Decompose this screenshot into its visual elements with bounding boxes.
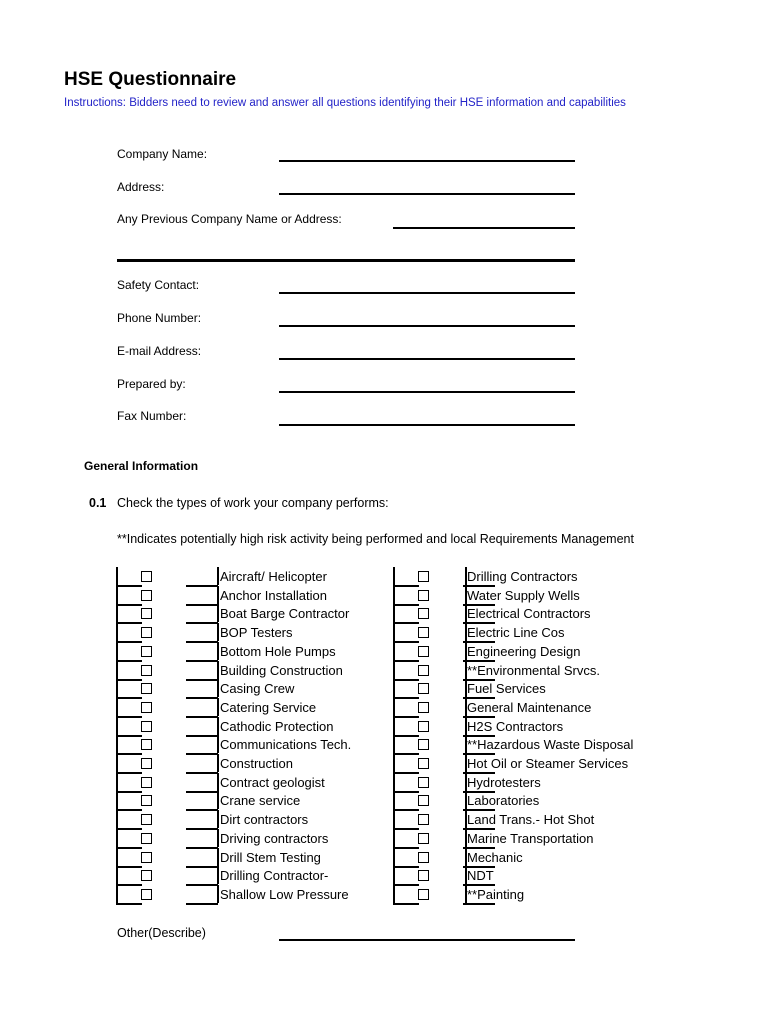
work-left-yes-cell[interactable]	[116, 604, 142, 624]
work-left-yes-cell[interactable]	[116, 829, 142, 849]
work-left-checkbox[interactable]	[141, 683, 152, 694]
work-left-label: Crane service	[220, 793, 301, 809]
work-right-label: Engineering Design	[467, 643, 581, 659]
work-left-checkbox[interactable]	[141, 777, 152, 788]
question-text: Check the types of work your company performs:	[117, 496, 389, 510]
work-left-checkbox[interactable]	[141, 739, 152, 750]
work-right-checkbox[interactable]	[418, 833, 429, 844]
work-right-yes-cell[interactable]	[393, 848, 419, 868]
work-right-label: Electric Line Cos	[467, 625, 565, 641]
work-right-checkbox[interactable]	[418, 646, 429, 657]
work-left-yes-cell[interactable]	[116, 567, 142, 587]
email-field[interactable]	[279, 358, 575, 360]
work-right-checkbox[interactable]	[418, 665, 429, 676]
work-right-yes-cell[interactable]	[393, 604, 419, 624]
question-number: 0.1	[89, 496, 107, 510]
work-left-label: Construction	[220, 756, 293, 771]
work-right-checkbox[interactable]	[418, 683, 429, 694]
work-right-checkbox[interactable]	[418, 795, 429, 806]
work-left-divider	[217, 791, 219, 809]
work-left-checkbox[interactable]	[141, 608, 152, 619]
work-left-label: Building Construction	[220, 662, 343, 678]
previous-address-field[interactable]	[117, 259, 575, 262]
phone-label: Phone Number:	[117, 311, 202, 325]
work-left-no-cell[interactable]	[186, 754, 218, 774]
work-right-yes-cell[interactable]	[393, 791, 419, 811]
work-left-yes-cell[interactable]	[116, 717, 142, 737]
other-field[interactable]	[279, 939, 575, 941]
previous-name-field[interactable]	[393, 227, 575, 229]
work-left-no-cell[interactable]	[186, 661, 218, 681]
work-right-label: **Hazardous Waste Disposal	[467, 737, 634, 753]
work-right-label: Drilling Contractors	[467, 569, 578, 584]
work-right-label: Fuel Services	[467, 681, 546, 697]
work-right-yes-cell[interactable]	[393, 866, 419, 886]
work-left-yes-cell[interactable]	[116, 866, 142, 886]
work-left-yes-cell[interactable]	[116, 661, 142, 681]
fax-field[interactable]	[279, 424, 575, 426]
work-left-label: Drill Stem Testing	[220, 849, 321, 865]
work-right-checkbox[interactable]	[418, 702, 429, 713]
work-left-yes-cell[interactable]	[116, 735, 142, 755]
work-left-yes-cell[interactable]	[116, 848, 142, 868]
work-left-yes-cell[interactable]	[116, 642, 142, 662]
work-left-divider	[217, 773, 219, 791]
work-left-checkbox[interactable]	[141, 571, 152, 582]
work-right-label: Mechanic	[467, 849, 523, 865]
work-left-divider	[217, 642, 219, 660]
work-left-no-cell[interactable]	[186, 586, 218, 606]
work-left-divider	[217, 717, 219, 735]
work-left-label: Cathodic Protection	[220, 718, 334, 734]
work-right-checkbox[interactable]	[418, 758, 429, 769]
work-left-no-cell[interactable]	[186, 698, 218, 718]
work-left-yes-cell[interactable]	[116, 885, 142, 905]
work-left-no-cell[interactable]	[186, 791, 218, 811]
work-right-label: Marine Transportation	[467, 830, 594, 846]
work-right-checkbox[interactable]	[418, 870, 429, 881]
work-right-checkbox[interactable]	[418, 814, 429, 825]
work-left-label: Bottom Hole Pumps	[220, 643, 336, 659]
company-name-label: Company Name:	[117, 147, 208, 161]
work-right-yes-cell[interactable]	[393, 717, 419, 737]
prepared-by-label: Prepared by:	[117, 377, 186, 391]
work-right-label: Hydrotesters	[467, 774, 541, 790]
work-right-yes-cell[interactable]	[393, 642, 419, 662]
work-right-yes-cell[interactable]	[393, 567, 419, 587]
work-right-checkbox[interactable]	[418, 739, 429, 750]
work-right-yes-cell[interactable]	[393, 829, 419, 849]
work-left-divider	[217, 735, 219, 753]
work-right-yes-cell[interactable]	[393, 810, 419, 830]
work-left-divider	[217, 586, 219, 604]
work-left-no-cell[interactable]	[186, 829, 218, 849]
page-title: HSE Questionnaire	[64, 69, 237, 90]
work-left-divider	[217, 848, 219, 866]
work-right-label: Water Supply Wells	[467, 587, 580, 603]
other-label: Other(Describe)	[117, 926, 206, 940]
work-left-label: Drilling Contractor-	[220, 868, 329, 884]
work-left-no-cell[interactable]	[186, 735, 218, 755]
work-right-yes-cell[interactable]	[393, 586, 419, 606]
work-left-divider	[217, 604, 219, 622]
section-heading: General Information	[84, 459, 199, 473]
instructions-text: Instructions: Bidders need to review and answer all questions identifying their HSE information and capabilities	[64, 97, 626, 109]
work-right-checkbox[interactable]	[418, 852, 429, 863]
work-left-no-cell[interactable]	[186, 866, 218, 886]
previous-name-label: Any Previous Company Name or Address:	[117, 212, 342, 226]
work-left-label: Contract geologist	[220, 774, 325, 790]
work-left-divider	[217, 866, 219, 884]
work-left-label: Driving contractors	[220, 830, 329, 846]
work-right-yes-cell[interactable]	[393, 661, 419, 681]
work-right-label: Electrical Contractors	[467, 606, 591, 622]
prepared-by-field[interactable]	[279, 391, 575, 393]
work-left-label: Aircraft/ Helicopter	[220, 569, 327, 584]
work-right-checkbox[interactable]	[418, 627, 429, 638]
work-left-label: Boat Barge Contractor	[220, 606, 350, 622]
work-right-checkbox[interactable]	[418, 721, 429, 732]
work-right-yes-cell[interactable]	[393, 679, 419, 699]
work-left-label: Catering Service	[220, 699, 317, 715]
work-left-yes-cell[interactable]	[116, 586, 142, 606]
work-right-checkbox[interactable]	[418, 889, 429, 900]
work-left-yes-cell[interactable]	[116, 698, 142, 718]
work-right-yes-cell[interactable]	[393, 735, 419, 755]
work-left-yes-cell[interactable]	[116, 773, 142, 793]
work-left-checkbox[interactable]	[141, 627, 152, 638]
work-left-yes-cell[interactable]	[116, 791, 142, 811]
work-right-label: NDT	[467, 868, 494, 884]
work-right-yes-cell[interactable]	[393, 623, 419, 643]
work-left-checkbox[interactable]	[141, 833, 152, 844]
work-left-no-cell[interactable]	[186, 717, 218, 737]
work-left-checkbox[interactable]	[141, 870, 152, 881]
fax-label: Fax Number:	[117, 409, 187, 423]
email-label: E-mail Address:	[117, 344, 202, 358]
work-right-checkbox[interactable]	[418, 777, 429, 788]
work-left-divider	[217, 754, 219, 772]
work-left-label: Casing Crew	[220, 681, 295, 697]
work-left-no-cell[interactable]	[186, 810, 218, 830]
work-left-yes-cell[interactable]	[116, 679, 142, 699]
phone-field[interactable]	[279, 325, 575, 327]
work-left-divider	[217, 810, 219, 828]
work-left-yes-cell[interactable]	[116, 810, 142, 830]
address-label: Address:	[117, 180, 165, 194]
work-left-label: Communications Tech.	[220, 737, 352, 753]
work-left-yes-cell[interactable]	[116, 623, 142, 643]
work-left-checkbox[interactable]	[141, 721, 152, 732]
work-right-yes-cell[interactable]	[393, 773, 419, 793]
work-left-checkbox[interactable]	[141, 590, 152, 601]
work-left-checkbox[interactable]	[141, 665, 152, 676]
safety-contact-label: Safety Contact:	[117, 278, 200, 292]
work-left-divider	[217, 661, 219, 679]
work-left-checkbox[interactable]	[141, 889, 152, 900]
work-right-yes-cell[interactable]	[393, 698, 419, 718]
work-left-checkbox[interactable]	[141, 795, 152, 806]
work-left-checkbox[interactable]	[141, 814, 152, 825]
work-right-yes-cell[interactable]	[393, 885, 419, 905]
work-left-divider	[217, 885, 219, 903]
work-left-label: Shallow Low Pressure	[220, 886, 349, 902]
work-right-label: **Painting	[467, 886, 525, 902]
work-left-divider	[217, 623, 219, 641]
work-left-label: Anchor Installation	[220, 587, 327, 603]
work-left-no-cell[interactable]	[186, 623, 218, 643]
work-right-label: Hot Oil or Steamer Services	[467, 756, 629, 771]
work-left-no-cell[interactable]	[186, 848, 218, 868]
company-name-field[interactable]	[279, 160, 575, 162]
work-right-checkbox[interactable]	[418, 571, 429, 582]
work-left-no-cell[interactable]	[186, 642, 218, 662]
work-left-checkbox[interactable]	[141, 702, 152, 713]
work-left-no-cell[interactable]	[186, 773, 218, 793]
work-left-checkbox[interactable]	[141, 758, 152, 769]
work-left-no-cell[interactable]	[186, 679, 218, 699]
work-left-checkbox[interactable]	[141, 646, 152, 657]
work-left-checkbox[interactable]	[141, 852, 152, 863]
work-left-divider	[217, 829, 219, 847]
work-left-divider	[217, 679, 219, 697]
work-right-label: Land Trans.- Hot Shot	[467, 812, 595, 828]
work-right-checkbox[interactable]	[418, 608, 429, 619]
work-left-no-cell[interactable]	[186, 567, 218, 587]
work-right-yes-cell[interactable]	[393, 754, 419, 774]
work-left-divider	[217, 698, 219, 716]
work-right-label: **Environmental Srvcs.	[467, 662, 600, 678]
work-left-label: Dirt contractors	[220, 812, 309, 828]
work-left-no-cell[interactable]	[186, 604, 218, 624]
work-left-divider	[217, 567, 219, 585]
work-right-checkbox[interactable]	[418, 590, 429, 601]
work-left-yes-cell[interactable]	[116, 754, 142, 774]
work-right-label: General Maintenance	[467, 699, 592, 715]
work-right-label: H2S Contractors	[467, 718, 564, 734]
work-left-label: BOP Testers	[220, 625, 293, 641]
work-right-label: Laboratories	[467, 793, 540, 809]
address-field[interactable]	[279, 193, 575, 195]
work-left-no-cell[interactable]	[186, 885, 218, 905]
safety-contact-field[interactable]	[279, 292, 575, 294]
high-risk-note: **Indicates potentially high risk activity being performed and local Requirements Management	[117, 532, 634, 546]
